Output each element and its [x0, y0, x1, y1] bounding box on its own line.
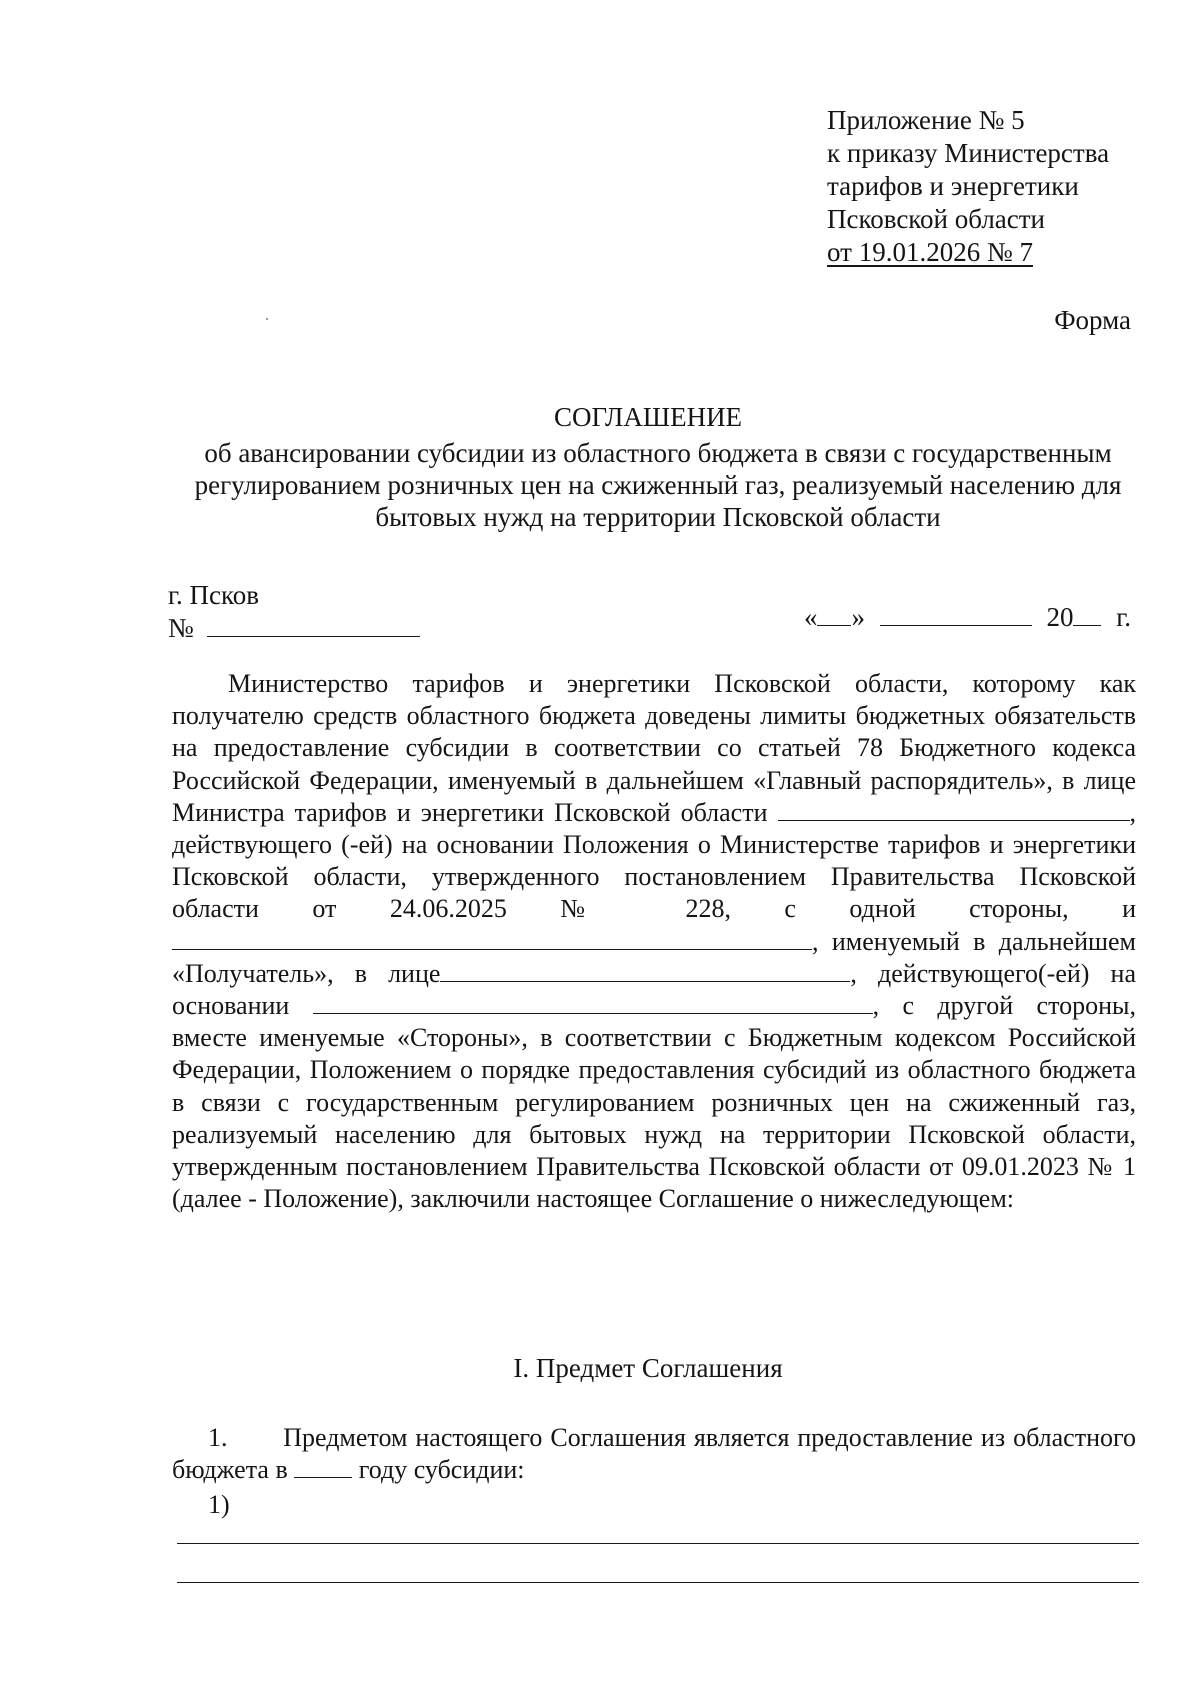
subitem-1: 1): [208, 1490, 230, 1519]
fill-line: [177, 1543, 1139, 1544]
document-title: СОГЛАШЕНИЕ: [553, 402, 743, 432]
date-open-quote: «: [803, 602, 818, 632]
year-subsidy-blank: [294, 1455, 352, 1478]
year-suffix: г.: [1116, 602, 1131, 632]
scan-speck: [266, 318, 268, 320]
clause-1-text: [172, 1422, 1136, 1486]
clause-1-end: году субсидии:: [358, 1455, 525, 1484]
section-heading: I. Предмет Соглашения: [513, 1353, 783, 1383]
preamble-text-4: , действующего(-ей) на основании: [172, 958, 1136, 1021]
year-blank: [1073, 603, 1101, 626]
day-blank: [817, 603, 851, 626]
clause-1: [172, 1422, 1136, 1486]
fill-line: [177, 1582, 1139, 1583]
preamble: [172, 668, 1136, 1215]
agreement-number-line: [168, 613, 420, 644]
year-prefix: 20: [1046, 602, 1074, 632]
preamble-paragraph: [172, 668, 1136, 1215]
date-line: [804, 602, 1131, 633]
clause-1-start: 1. Предметом настоящего Соглашения является предоставление из областного бюджета в: [172, 1423, 1136, 1484]
appendix-line: тарифов и энергетики: [827, 171, 1079, 201]
month-blank: [880, 603, 1032, 626]
recipient-name-blank: [172, 927, 812, 950]
appendix-order-date: от 19.01.2026 № 7: [827, 237, 1033, 267]
appendix-line: к приказу Министерства: [827, 138, 1110, 168]
appendix-line: Приложение № 5: [827, 105, 1025, 135]
number-label: №: [168, 613, 194, 643]
form-label: Форма: [1054, 305, 1131, 335]
preamble-text-1: Министерство тарифов и энергетики Псковской области, которому как получателю средств областного бюджета доведены лимиты бюджетных обязательств на предоставление субсидии в соответствии со статьей 78 Бюджетного кодекса Российской Федерации, именуемый в дальнейшем «Главный распорядитель», в лице Министра тарифов и энергетики Псковской области: [172, 669, 1136, 827]
appendix-block: [827, 104, 1109, 269]
city: г. Псков: [168, 580, 260, 610]
date-close-quote: »: [851, 602, 865, 632]
preamble-text-2: , действующего (-ей) на основании Положения о Министерстве тарифов и энергетики Псковской области, утвержденного постановлением Правительства Псковской области от 24.06.2025 № 228, с одной стороны, и: [172, 797, 1136, 924]
preamble-text-5: , с другой стороны, вместе именуемые «Стороны», в соответствии с Бюджетным кодексом Российской Федерации, Положением о порядке предоставления субсидий из областного бюджета в связи с государственным регулированием розничных цен на сжиженный газ, реализуемый населению для бытовых нужд на территории Псковской области, утвержденным постановлением Правительства Псковской области от 09.01.2023 № 1 (далее - Положение), заключили настоящее Соглашение о нижеследующем:: [172, 991, 1136, 1214]
document-subtitle: об авансировании субсидии из областного бюджета в связи с государственным регулированием розничных цен на сжиженный газ, реализуемый населению для бытовых нужд на территории Псковской области: [194, 438, 1122, 532]
minister-name-blank: [778, 798, 1130, 821]
appendix-line: Псковской области: [827, 204, 1046, 234]
preamble-text-3: , именуемый в дальнейшем «Получатель», в лице: [172, 926, 1136, 988]
number-blank: [207, 614, 420, 637]
recipient-rep-blank: [440, 959, 850, 982]
basis-document-blank: [313, 991, 873, 1014]
